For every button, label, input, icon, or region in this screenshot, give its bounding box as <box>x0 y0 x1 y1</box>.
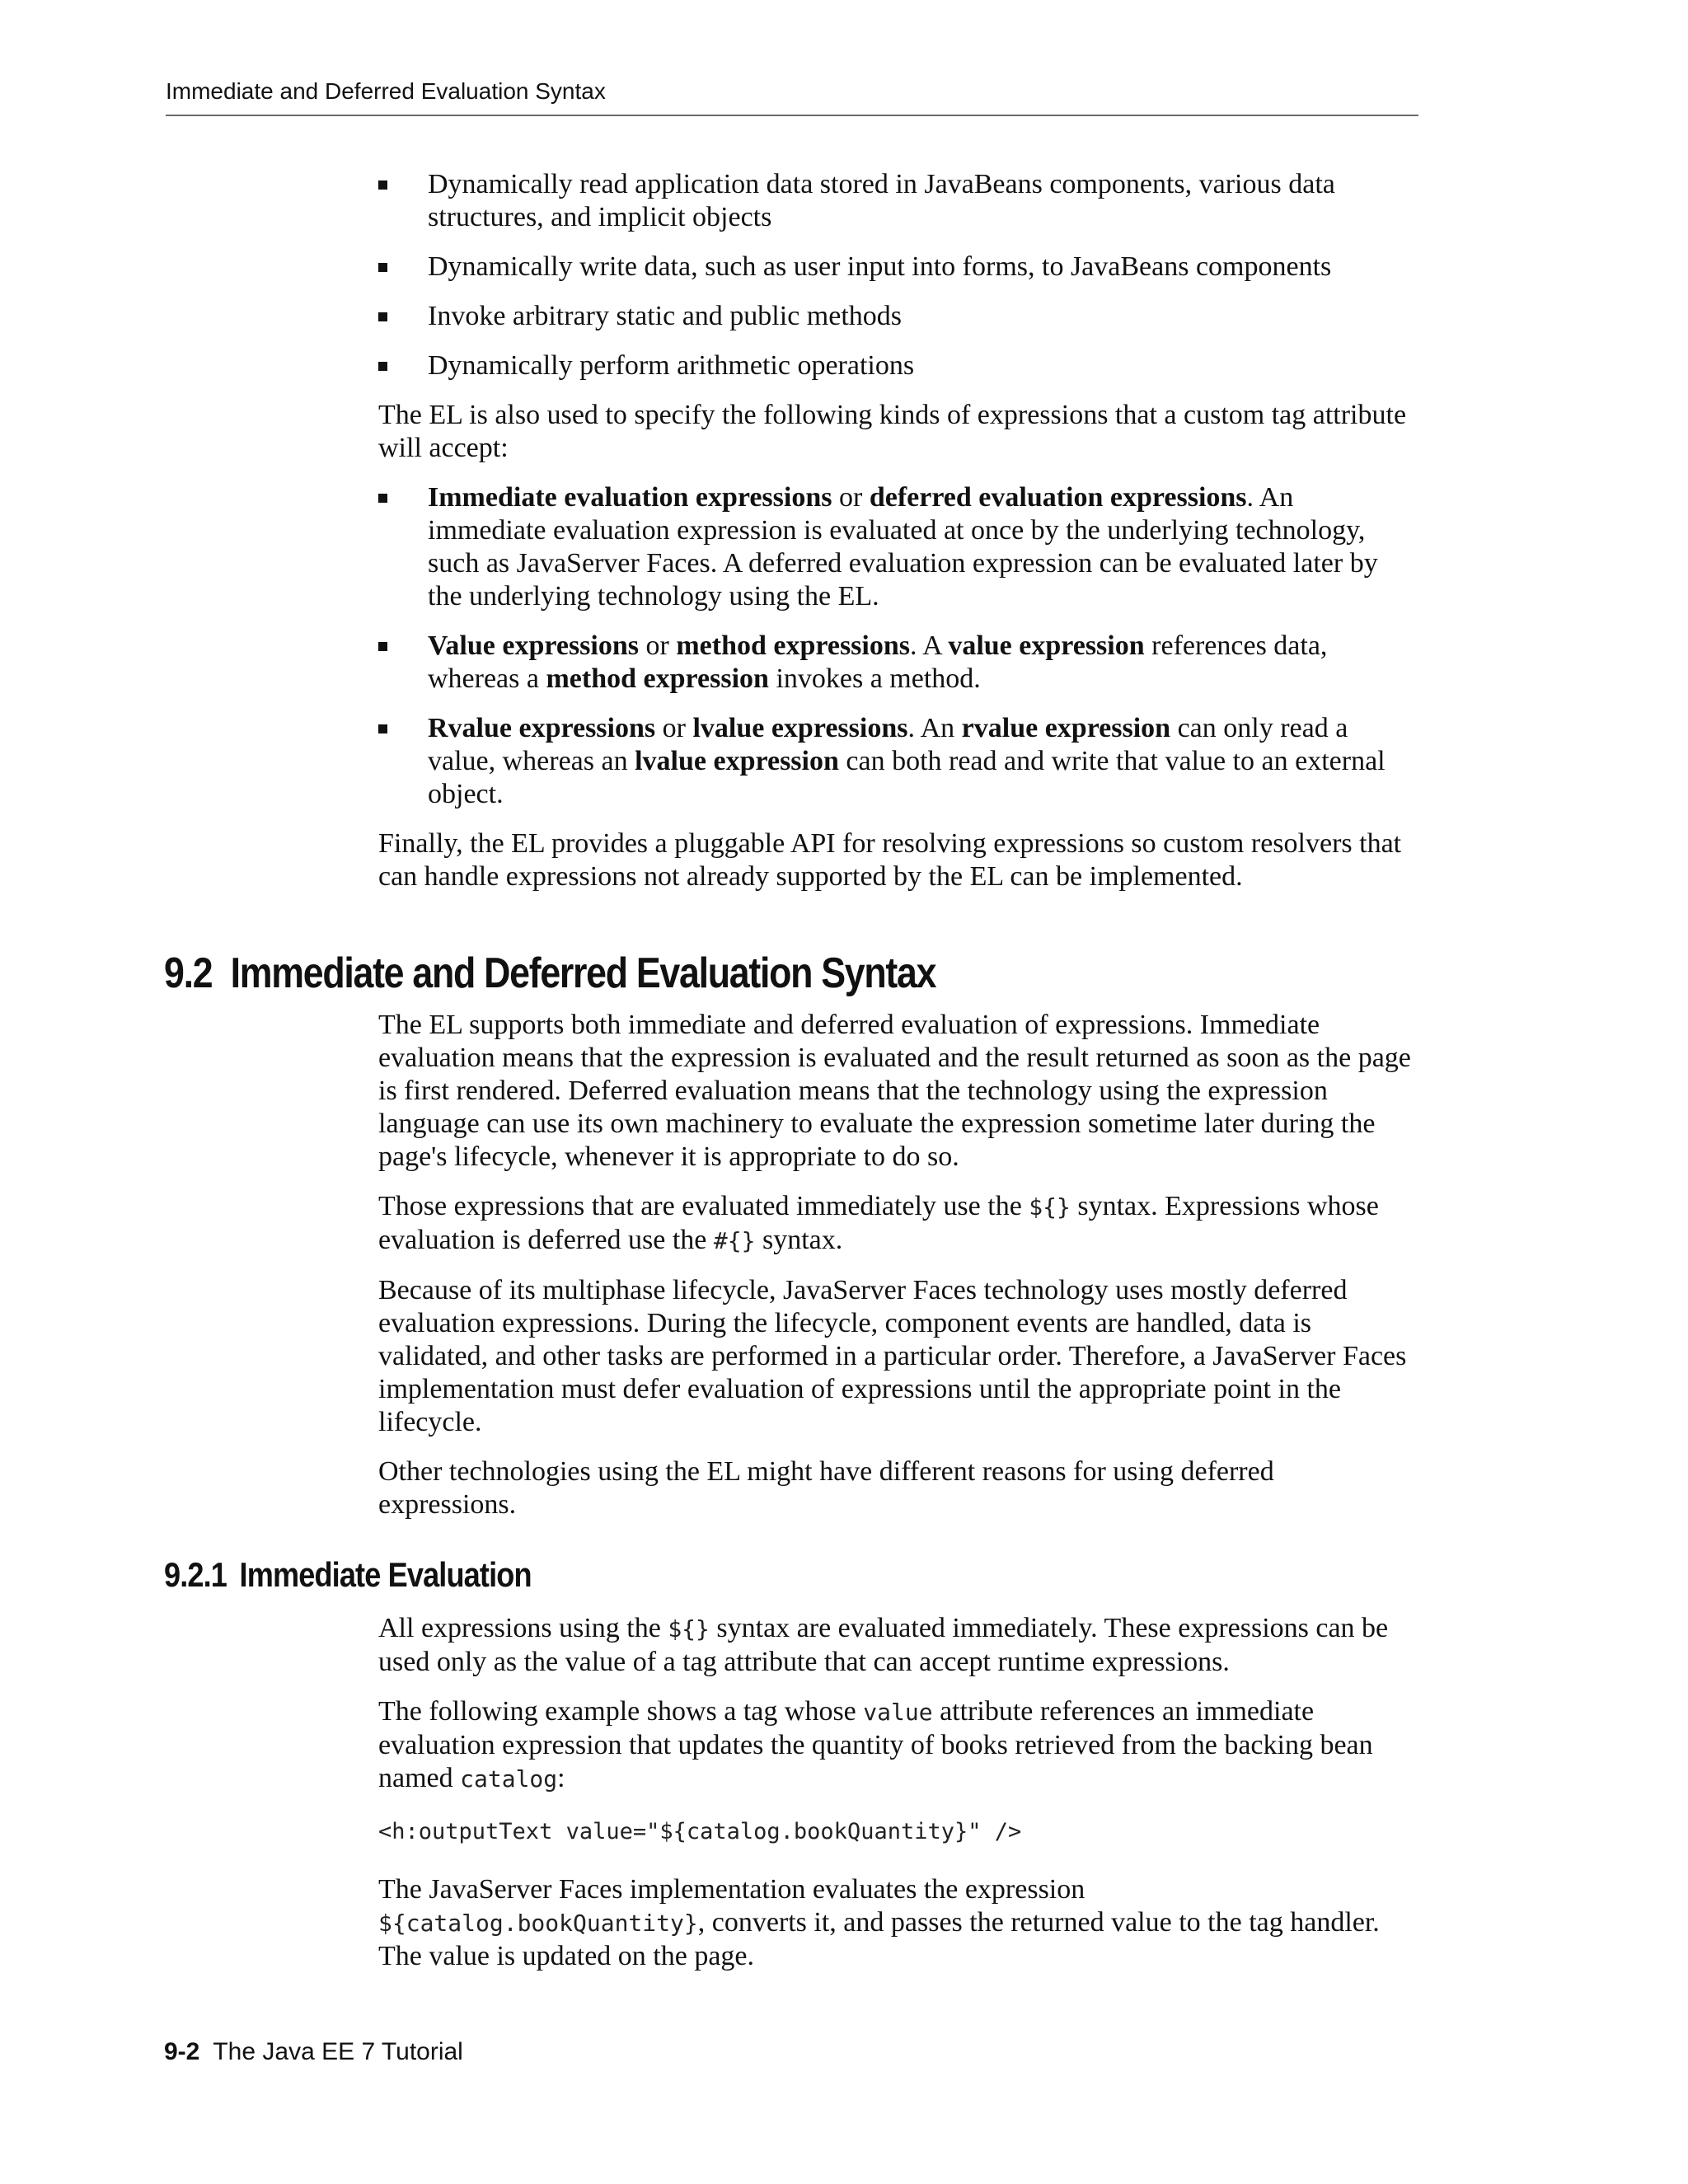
intro-content <box>378 168 1417 893</box>
inline-code: catalog <box>460 1765 558 1793</box>
text-run: syntax are evaluated immediately. These expressions can be used only as the value of a tag attribute that can accept runtime expressions. <box>378 1613 1389 1677</box>
section-number: 9.2 <box>164 949 213 997</box>
term: method expression <box>546 663 769 694</box>
page-footer <box>164 2037 463 2067</box>
term: deferred evaluation expressions <box>869 482 1247 513</box>
text-run: or <box>832 482 870 513</box>
text-run: references data, whereas a <box>428 630 1328 694</box>
term: lvalue expressions <box>692 713 908 743</box>
term: rvalue expression <box>961 713 1171 743</box>
square-bullet-icon <box>378 642 387 651</box>
section-title: Immediate and Deferred Evaluation Syntax <box>230 949 936 997</box>
text-run: : <box>557 1763 565 1793</box>
term: value expression <box>948 630 1145 661</box>
square-bullet-icon <box>378 494 387 503</box>
kinds-intro-paragraph: The EL is also used to specify the following kinds of expressions that a custom tag attribute will accept: <box>378 400 1407 463</box>
book-title: The Java EE 7 Tutorial <box>213 2038 463 2065</box>
text-run: Those expressions that are evaluated immediately use the <box>378 1191 1029 1221</box>
evaluation-result-paragraph <box>378 1873 1417 1973</box>
el-capabilities-list <box>378 168 1417 382</box>
page-number: 9-2 <box>164 2038 200 2065</box>
other-technologies-paragraph: Other technologies using the EL might have different reasons for using deferred expressions. <box>378 1456 1274 1520</box>
square-bullet-icon <box>378 312 387 321</box>
expression-kinds-list <box>378 481 1417 811</box>
syntax-paragraph <box>378 1190 1417 1258</box>
list-item <box>378 349 1417 382</box>
term: Immediate evaluation expressions <box>428 482 832 513</box>
text-run: can both read and write that value to an external object. <box>428 746 1386 809</box>
term: Rvalue expressions <box>428 713 656 743</box>
text-run: or <box>639 630 677 661</box>
inline-code: ${} <box>1029 1193 1071 1221</box>
pluggable-api-paragraph: Finally, the EL provides a pluggable API for resolving expressions so custom resolvers that can handle expressions not already supported by the EL can be implemented. <box>378 828 1402 892</box>
term: lvalue expression <box>635 746 839 776</box>
square-bullet-icon <box>378 263 387 272</box>
section-9-2-body <box>378 1009 1417 1521</box>
list-item-text: Invoke arbitrary static and public methods <box>428 301 902 331</box>
list-item-text: Dynamically write data, such as user input into forms, to JavaBeans components <box>428 251 1332 282</box>
text-run: . An immediate evaluation expression is evaluated at once by the underlying technology, such as JavaServer Faces. A deferred evaluation expression can be evaluated later by the underlying technology using the EL. <box>428 482 1378 612</box>
text-run: invokes a method. <box>768 663 981 694</box>
lifecycle-paragraph: Because of its multiphase lifecycle, JavaServer Faces technology uses mostly deferred evaluation expressions. During the lifecycle, component events are handled, data is validated, and other tasks are performed in a particular order. Therefore, a JavaServer Faces implementation must defer evaluation of expressions until the appropriate point in the lifecycle. <box>378 1275 1407 1437</box>
header-divider <box>166 115 1418 116</box>
text-run: or <box>655 713 693 743</box>
inline-code: ${catalog.bookQuantity} <box>378 1910 698 1937</box>
evaluation-overview-paragraph: The EL supports both immediate and deferred evaluation of expressions. Immediate evaluation means that the expression is evaluated and the result returned as soon as the page is first rendered. Deferred evaluation means that the technology using the expression language can use its own machinery to evaluate the expression sometime later during the page's lifecycle, whenever it is appropriate to do so. <box>378 1010 1411 1172</box>
inline-code: #{} <box>713 1227 756 1254</box>
section-heading-9-2 <box>164 949 935 998</box>
inline-code: value <box>863 1699 933 1726</box>
code-example: <h:outputText value="${catalog.bookQuantity}" /> <box>378 1819 1022 1844</box>
square-bullet-icon <box>378 362 387 371</box>
section-9-2-1-body <box>378 1612 1417 1973</box>
section-number: 9.2.1 <box>164 1555 227 1594</box>
text-run: syntax. <box>755 1225 843 1255</box>
inline-code: ${} <box>668 1615 710 1643</box>
square-bullet-icon <box>378 724 387 733</box>
text-run: The JavaServer Faces implementation evaluates the expression <box>378 1874 1085 1905</box>
text-run: . An <box>907 713 962 743</box>
text-run: can only read a value, whereas an <box>428 713 1348 776</box>
list-item-text: Dynamically read application data stored in JavaBeans components, various data structures, and implicit objects <box>428 169 1335 232</box>
text-run: All expressions using the <box>378 1613 668 1643</box>
example-intro-paragraph <box>378 1695 1417 1796</box>
text-run: . A <box>910 630 949 661</box>
text-run: , converts it, and passes the returned value to the tag handler. The value is updated on the page. <box>378 1907 1380 1971</box>
term: Value expressions <box>428 630 639 661</box>
section-title: Immediate Evaluation <box>239 1555 532 1594</box>
list-item-text: Dynamically perform arithmetic operations <box>428 350 915 381</box>
running-header: Immediate and Deferred Evaluation Syntax <box>166 78 606 104</box>
immediate-syntax-paragraph <box>378 1612 1417 1679</box>
text-run: attribute references an immediate evaluation expression that updates the quantity of books retrieved from the backing bean named <box>378 1696 1373 1793</box>
list-item <box>378 251 1417 284</box>
term: method expressions <box>676 630 910 661</box>
text-run: syntax. Expressions whose evaluation is deferred use the <box>378 1191 1379 1255</box>
square-bullet-icon <box>378 180 387 190</box>
section-heading-9-2-1 <box>164 1554 532 1596</box>
list-item <box>378 630 1417 696</box>
list-item <box>378 168 1417 234</box>
list-item <box>378 481 1417 613</box>
list-item <box>378 712 1417 811</box>
text-run: The following example shows a tag whose <box>378 1696 864 1727</box>
list-item <box>378 300 1417 333</box>
